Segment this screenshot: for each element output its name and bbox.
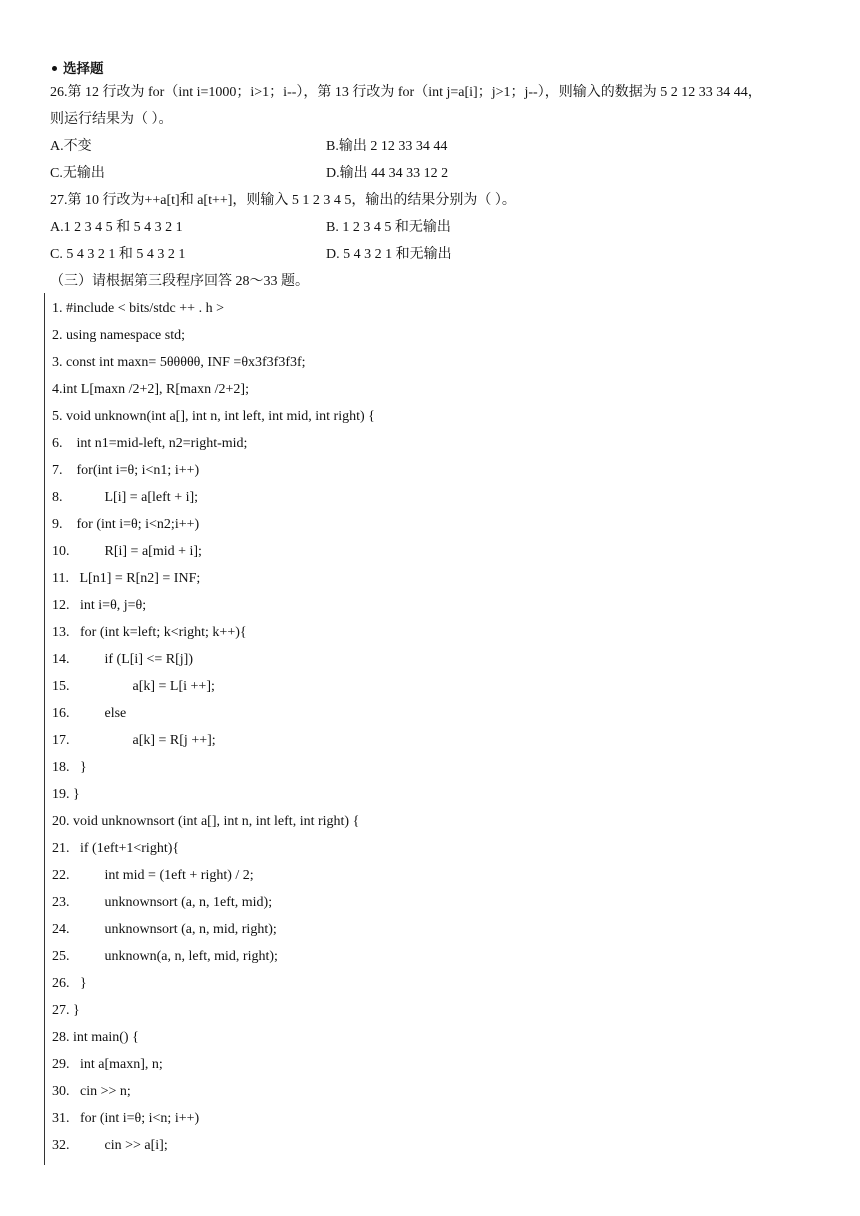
q27-option-c: C. 5 4 3 2 1 和 5 4 3 2 1 (50, 247, 186, 262)
code-line: 12. int i=θ, j=θ; (52, 598, 147, 613)
code-left-border (44, 293, 45, 1165)
code-line: 26. } (52, 976, 87, 991)
q27-line1: 27.第 10 行改为++a[t]和 a[t++]，则输入 5 1 2 3 4 5，输出的结果分别为（ ）。 (50, 193, 516, 208)
q27-option-b: B. 1 2 3 4 5 和无输出 (326, 220, 451, 235)
code-line: 30. cin >> n; (52, 1084, 131, 1099)
code-line: 32. cin >> a[i]; (52, 1138, 168, 1153)
code-line: 6. int n1=mid-left, n2=right-mid; (52, 436, 248, 451)
q27-option-a: A.1 2 3 4 5 和 5 4 3 2 1 (50, 220, 183, 235)
code-line: 10. R[i] = a[mid + i]; (52, 544, 202, 559)
code-line: 28. int main() { (52, 1030, 139, 1045)
code-line: 31. for (int i=θ; i<n; i++) (52, 1111, 200, 1126)
bullet-icon (52, 66, 57, 71)
q26-option-d: D.输出 44 34 33 12 2 (326, 166, 449, 181)
code-line: 24. unknownsort (a, n, mid, right); (52, 922, 277, 937)
code-line: 13. for (int k=left; k<right; k++){ (52, 625, 247, 640)
code-line: 22. int mid = (1eft + right) / 2; (52, 868, 254, 883)
code-line: 21. if (1eft+1<right){ (52, 841, 180, 856)
code-line: 9. for (int i=θ; i<n2;i++) (52, 517, 200, 532)
q26-line2: 则运行结果为（ ）。 (50, 112, 173, 127)
code-line: 2. using namespace std; (52, 328, 185, 343)
code-line: 3. const int maxn= 5θθθθθ, INF =θx3f3f3f3f; (52, 355, 306, 370)
code-line: 18. } (52, 760, 87, 775)
code-line: 16. else (52, 706, 127, 721)
q26-option-a: A.不变 (50, 139, 92, 154)
code-line: 14. if (L[i] <= R[j]) (52, 652, 193, 667)
q26-option-c: C.无输出 (50, 166, 105, 181)
code-line: 27. } (52, 1003, 80, 1018)
code-line: 29. int a[maxn], n; (52, 1057, 163, 1072)
code-line: 23. unknownsort (a, n, 1eft, mid); (52, 895, 273, 910)
code-line: 17. a[k] = R[j ++]; (52, 733, 216, 748)
part3-intro: （三）请根据第三段程序回答 28～33 题。 (50, 274, 309, 289)
code-line: 1. #include < bits/stdc ++ . h > (52, 301, 224, 316)
code-line: 15. a[k] = L[i ++]; (52, 679, 215, 694)
code-line: 7. for(int i=θ; i<n1; i++) (52, 463, 200, 478)
code-line: 11. L[n1] = R[n2] = INF; (52, 571, 201, 586)
section-heading: 选择题 (52, 57, 104, 77)
code-line: 19. } (52, 787, 80, 802)
code-line: 20. void unknownsort (int a[], int n, int left, int right) { (52, 814, 360, 829)
code-line: 5. void unknown(int a[], int n, int left, int mid, int right) { (52, 409, 375, 424)
q26-option-b: B.输出 2 12 33 34 44 (326, 139, 448, 154)
code-line: 4.int L[maxn /2+2], R[maxn /2+2]; (52, 382, 249, 397)
code-line: 25. unknown(a, n, left, mid, right); (52, 949, 278, 964)
code-line: 8. L[i] = a[left + i]; (52, 490, 199, 505)
q26-line1: 26.第 12 行改为 for（int i=1000；i>1；i--），第 13 行改为 for（int j=a[i]；j>1；j--），则输入的数据为 5 2 12 33 34 44， (50, 85, 762, 100)
q27-option-d: D. 5 4 3 2 1 和无输出 (326, 247, 452, 262)
